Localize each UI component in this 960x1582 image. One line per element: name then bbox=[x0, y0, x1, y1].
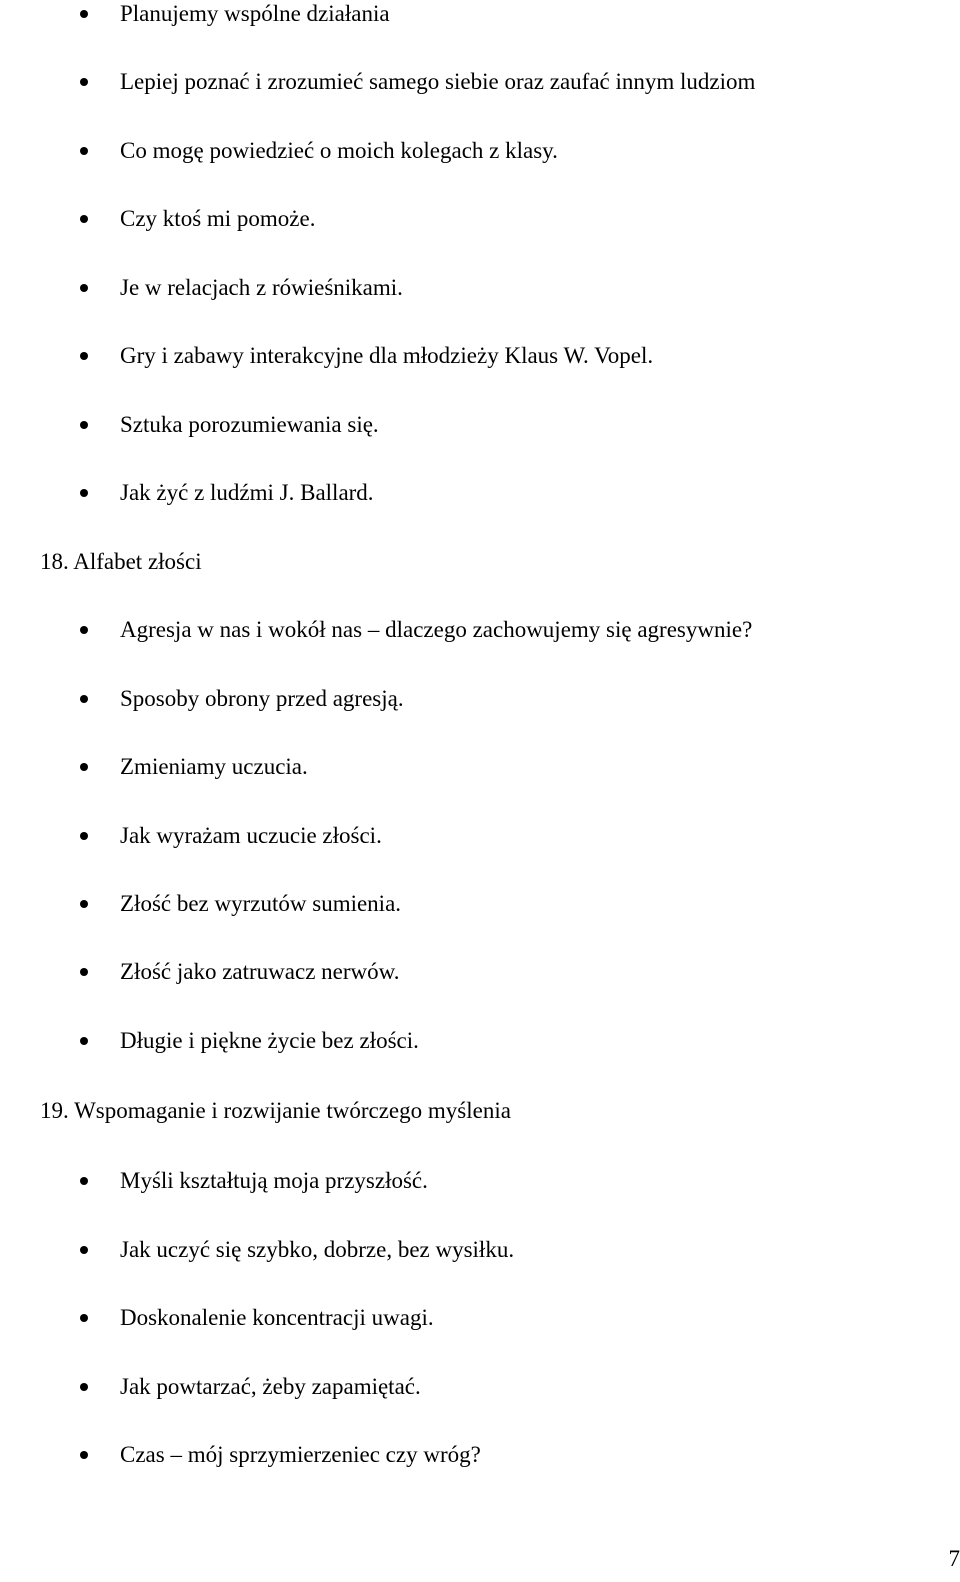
bullet-icon bbox=[80, 900, 88, 908]
bullet-icon bbox=[80, 147, 88, 155]
bullet-icon bbox=[80, 763, 88, 771]
bullet-icon bbox=[80, 10, 88, 18]
bullet-icon bbox=[80, 1383, 88, 1391]
page-number: 7 bbox=[948, 1546, 960, 1571]
bullet-icon bbox=[80, 352, 88, 360]
bullet-icon bbox=[80, 489, 88, 497]
bullet-icon bbox=[80, 421, 88, 429]
bullet-icon bbox=[80, 695, 88, 703]
bullet-icon bbox=[80, 284, 88, 292]
bullet-icon bbox=[80, 968, 88, 976]
bullet-icon bbox=[80, 1177, 88, 1185]
bullet-icon bbox=[80, 1314, 88, 1322]
bullet-icon bbox=[80, 215, 88, 223]
bullet-icon bbox=[80, 78, 88, 86]
bullet-icon bbox=[80, 1246, 88, 1254]
bullet-icon bbox=[80, 1037, 88, 1045]
bullet-icon bbox=[80, 832, 88, 840]
bullet-icon bbox=[80, 1451, 88, 1459]
bullet-icon bbox=[80, 626, 88, 634]
